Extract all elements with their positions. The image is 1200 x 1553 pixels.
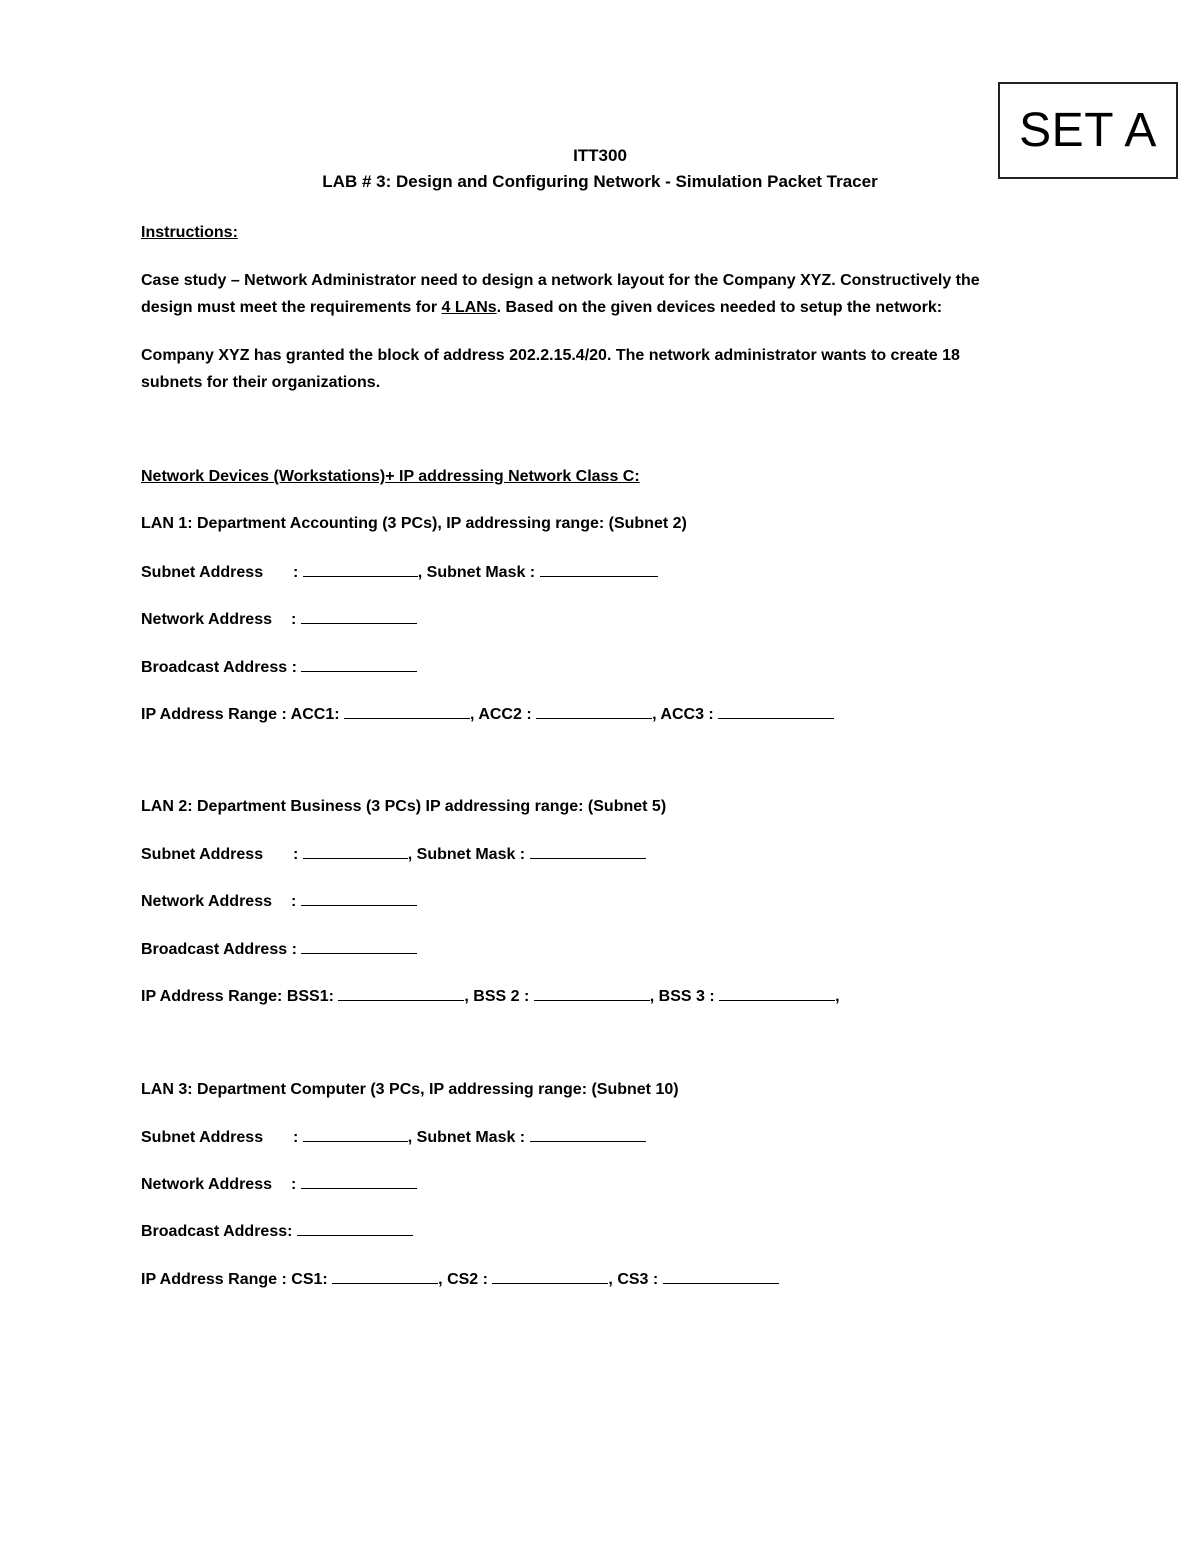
lan-1-ip-range-row bbox=[141, 704, 834, 725]
lan-3-ip-range-row bbox=[141, 1269, 779, 1290]
lan-1-host-1-blank[interactable] bbox=[344, 704, 470, 719]
case-study-line-2: design must meet the requirements for 4 LANs. Based on the given devices needed to setup the network: bbox=[141, 299, 943, 316]
host-3-label: , ACC3 : bbox=[652, 706, 714, 723]
host-3-label: , BSS 3 : bbox=[649, 988, 715, 1005]
network-address-label: Network Address bbox=[141, 893, 272, 910]
lan-3-network-row: Network Address : bbox=[141, 1174, 417, 1195]
lan-1-host-3-blank[interactable] bbox=[718, 704, 834, 719]
lan-count-emphasis: 4 LANs bbox=[441, 299, 497, 316]
host-2-label: , BSS 2 : bbox=[464, 988, 530, 1005]
lan-1-subnet-row: Subnet Address : , Subnet Mask : bbox=[141, 562, 658, 583]
lan-2-host-2-blank[interactable] bbox=[534, 986, 650, 1001]
broadcast-address-label: Broadcast Address: bbox=[141, 1223, 293, 1240]
lan-2-network-row: Network Address : bbox=[141, 891, 417, 912]
lan-2-broadcast-row bbox=[141, 939, 417, 960]
lan-1-network-address-blank[interactable] bbox=[301, 609, 417, 624]
network-address-label: Network Address bbox=[141, 611, 272, 628]
subnet-mask-label: , Subnet Mask : bbox=[417, 564, 536, 581]
lan-3-broadcast-row bbox=[141, 1221, 413, 1242]
lan-3-host-1-blank[interactable] bbox=[332, 1269, 438, 1284]
host-3-label: , CS3 : bbox=[608, 1271, 659, 1288]
lan-1-network-row: Network Address : bbox=[141, 609, 417, 630]
lan-1-host-2-blank[interactable] bbox=[536, 704, 652, 719]
lan-3-host-2-blank[interactable] bbox=[492, 1269, 608, 1284]
broadcast-address-label: Broadcast Address : bbox=[141, 659, 297, 676]
company-line-1: Company XYZ has granted the block of address 202.2.15.4/20. The network administrator wants to create 18 bbox=[141, 347, 960, 364]
lan-2-ip-range-row: IP Address Range: BSS1: , BSS 2 : , BSS 3 : , bbox=[141, 988, 840, 1005]
lan-3-host-3-blank[interactable] bbox=[663, 1269, 779, 1284]
lan-2-host-3-blank[interactable] bbox=[719, 986, 835, 1001]
lan-2-subnet-address-blank[interactable] bbox=[303, 844, 408, 859]
lan-2-broadcast-blank[interactable] bbox=[301, 939, 417, 954]
lan-3-subnet-mask-blank[interactable] bbox=[530, 1127, 646, 1142]
broadcast-address-label: Broadcast Address : bbox=[141, 941, 297, 958]
subnet-mask-label: , Subnet Mask : bbox=[407, 846, 526, 863]
lan-3-network-address-blank[interactable] bbox=[301, 1174, 417, 1189]
lan-1-broadcast-blank[interactable] bbox=[301, 657, 417, 672]
lan-1-title: LAN 1: Department Accounting (3 PCs), IP addressing range: (Subnet 2) bbox=[141, 515, 687, 532]
lan-1-subnet-address-blank[interactable] bbox=[303, 562, 418, 577]
company-line-2: subnets for their organizations. bbox=[141, 374, 381, 391]
case-study-line-1: Case study – Network Administrator need to design a network layout for the Company XYZ. Constructively the bbox=[141, 272, 980, 289]
lan-3-title: LAN 3: Department Computer (3 PCs, IP addressing range: (Subnet 10) bbox=[141, 1081, 679, 1098]
subnet-address-label: Subnet Address bbox=[141, 846, 264, 863]
lan-3-broadcast-blank[interactable] bbox=[297, 1221, 413, 1236]
ip-range-label: IP Address Range : ACC1: bbox=[141, 706, 340, 723]
host-2-label: , CS2 : bbox=[438, 1271, 488, 1288]
lan-3-subnet-address-blank[interactable] bbox=[303, 1127, 408, 1142]
network-address-label: Network Address bbox=[141, 1176, 272, 1193]
lan-2-host-1-blank[interactable] bbox=[338, 986, 464, 1001]
course-code: ITT300 bbox=[573, 146, 627, 165]
lan-3-subnet-row: Subnet Address : , Subnet Mask : bbox=[141, 1127, 646, 1148]
lan-2-title: LAN 2: Department Business (3 PCs) IP addressing range: (Subnet 5) bbox=[141, 798, 667, 815]
subnet-mask-label: , Subnet Mask : bbox=[407, 1129, 526, 1146]
set-label: SET A bbox=[1019, 104, 1157, 157]
lan-2-subnet-row: Subnet Address : , Subnet Mask : bbox=[141, 844, 646, 865]
lan-2-subnet-mask-blank[interactable] bbox=[530, 844, 646, 859]
host-2-label: , ACC2 : bbox=[470, 706, 532, 723]
subnet-address-label: Subnet Address bbox=[141, 1129, 264, 1146]
ip-range-label: IP Address Range: BSS1: bbox=[141, 988, 334, 1005]
lab-title: LAB # 3: Design and Configuring Network - Simulation Packet Tracer bbox=[322, 172, 878, 191]
lan-1-subnet-mask-blank[interactable] bbox=[540, 562, 658, 577]
lan-2-network-address-blank[interactable] bbox=[301, 891, 417, 906]
lan-1-broadcast-row bbox=[141, 657, 417, 678]
instructions-heading: Instructions: bbox=[141, 224, 238, 241]
subnet-address-label: Subnet Address bbox=[141, 564, 264, 581]
devices-heading: Network Devices (Workstations)+ IP addressing Network Class C: bbox=[141, 468, 640, 485]
ip-range-label: IP Address Range : CS1: bbox=[141, 1271, 328, 1288]
